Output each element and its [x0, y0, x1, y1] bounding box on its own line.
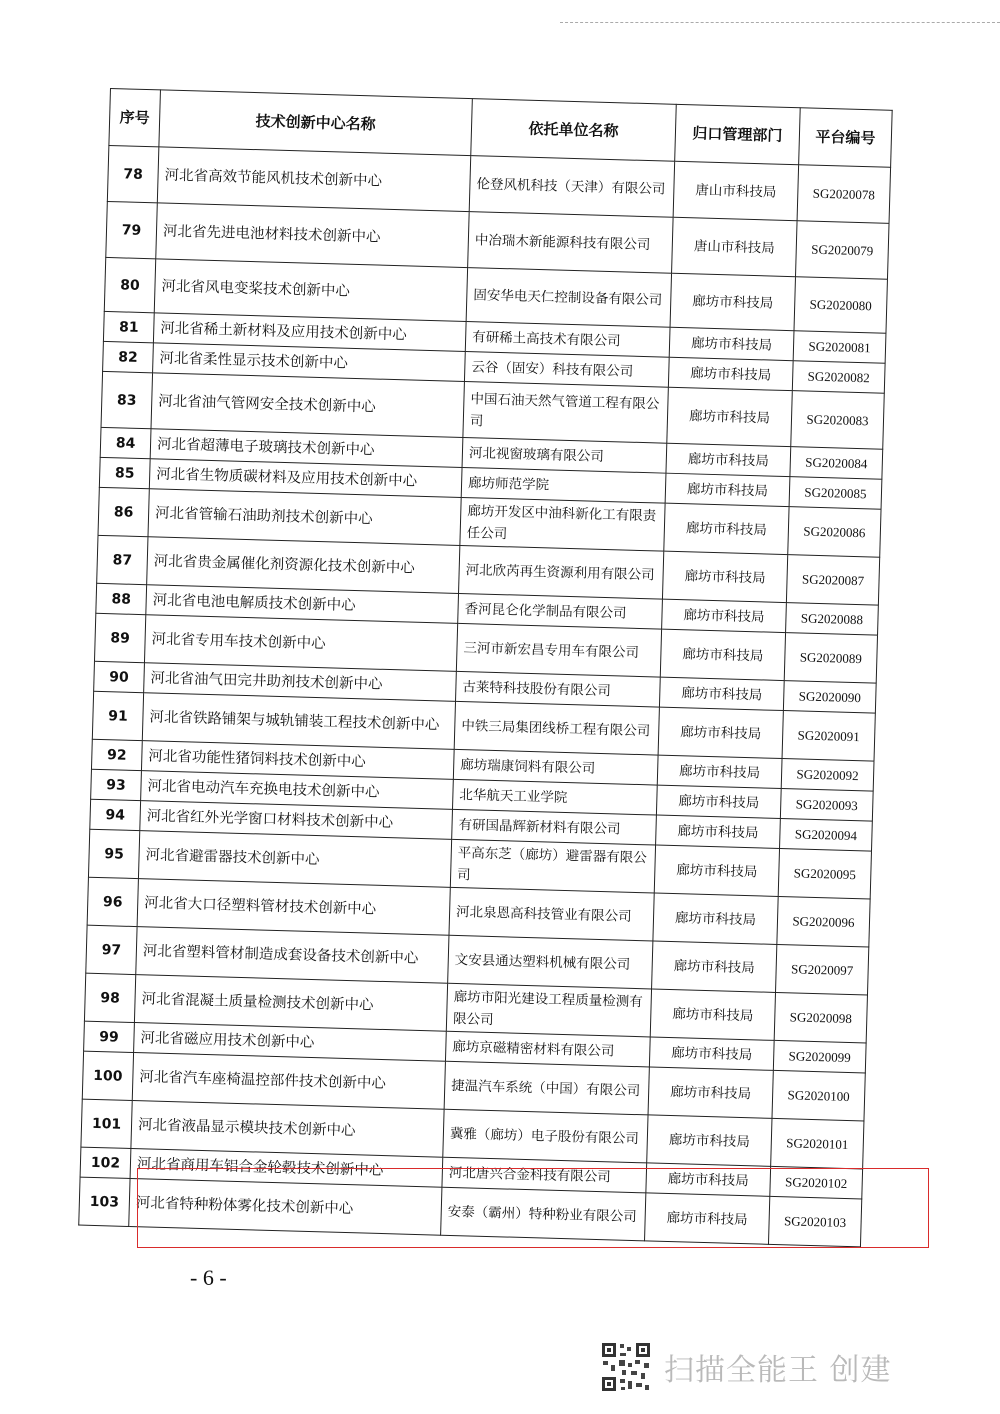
- cell-name: 河北省油气田完井助剂技术创新中心: [144, 663, 457, 702]
- cell-unit: 中冶瑞木新能源科技有限公司: [468, 212, 673, 274]
- cell-code: SG2020088: [786, 603, 879, 636]
- cell-dept: 廊坊市科技局: [652, 941, 777, 992]
- cell-dept: 廊坊市科技局: [667, 387, 793, 446]
- page-number: - 6 -: [190, 1265, 227, 1290]
- cell-unit: 河北唐兴合金科技有限公司: [442, 1157, 647, 1193]
- cell-dept: 廊坊市科技局: [648, 1067, 773, 1118]
- qr-code-icon: [600, 1341, 652, 1393]
- cell-name: 河北省稀土新材料及应用技术创新中心: [153, 313, 466, 352]
- cell-unit: 廊坊开发区中油科新化工有限责任公司: [460, 497, 665, 551]
- highlight-box: [137, 1168, 929, 1248]
- cell-dept: 廊坊市科技局: [650, 989, 775, 1040]
- cell-code: SG2020102: [770, 1166, 863, 1199]
- brand-text: 扫描全能王 创建: [664, 1353, 892, 1388]
- cell-no: 83: [101, 371, 153, 428]
- cell-unit: 伦登风机科技（天津）有限公司: [469, 156, 674, 218]
- cell-dept: 唐山市科技局: [672, 217, 798, 276]
- cell-unit: 河北欣芮再生资源利用有限公司: [459, 545, 664, 599]
- cell-dept: 廊坊市科技局: [669, 327, 794, 360]
- cell-name: 河北省功能性猪饲料技术创新中心: [141, 741, 454, 780]
- cell-dept: 廊坊市科技局: [645, 1193, 770, 1244]
- cell-unit: 捷温汽车系统（中国）有限公司: [444, 1061, 649, 1115]
- cell-unit: 中国石油天然气管道工程有限公司: [463, 382, 668, 444]
- cell-code: SG2020080: [794, 277, 887, 334]
- cell-no: 84: [100, 427, 151, 458]
- cell-no: 85: [99, 457, 150, 488]
- cell-name: 河北省大口径塑料管材技术创新中心: [137, 879, 450, 936]
- cell-unit: 廊坊京磁精密材料有限公司: [445, 1031, 650, 1067]
- cell-unit: 三河市新宏昌专用车有限公司: [456, 623, 661, 677]
- cell-no: 80: [104, 257, 155, 312]
- cell-name: 河北省管输石油助剂技术创新中心: [148, 489, 461, 546]
- cell-code: SG2020084: [790, 447, 883, 480]
- cell-unit: 香河昆仑化学制品有限公司: [458, 593, 663, 629]
- cell-code: SG2020100: [772, 1070, 865, 1121]
- cell-name: 河北省避雷器技术创新中心: [138, 831, 451, 888]
- cell-unit: 云谷（固安）科技有限公司: [464, 352, 669, 388]
- cell-code: SG2020090: [783, 681, 876, 714]
- cell-code: SG2020087: [786, 555, 879, 606]
- cell-dept: 廊坊市科技局: [664, 503, 789, 554]
- header-dept: 归口管理部门: [675, 104, 801, 164]
- cell-dept: 廊坊市科技局: [646, 1163, 771, 1196]
- cell-name: 河北省磁应用技术创新中心: [134, 1023, 447, 1062]
- cell-name: 河北省先进电池材料技术创新中心: [156, 203, 469, 268]
- cell-unit: 北华航天工业学院: [452, 779, 657, 815]
- cell-name: 河北省生物质碳材料及应用技术创新中心: [149, 459, 462, 498]
- cell-no: 96: [87, 877, 138, 926]
- cell-name: 河北省高效节能风机技术创新中心: [157, 147, 470, 212]
- cell-no: 82: [103, 341, 154, 372]
- cell-dept: 廊坊市科技局: [654, 845, 779, 896]
- cell-no: 99: [84, 1021, 135, 1052]
- cell-code: SG2020093: [780, 789, 873, 822]
- cell-unit: 中铁三局集团线桥工程有限公司: [454, 701, 659, 755]
- cell-code: SG2020078: [797, 165, 891, 224]
- cell-unit: 冀雅（廊坊）电子股份有限公司: [443, 1109, 648, 1163]
- cell-dept: 廊坊市科技局: [658, 707, 783, 758]
- cell-no: 89: [94, 613, 145, 662]
- cell-code: SG2020095: [778, 848, 871, 899]
- cell-dept: 廊坊市科技局: [660, 629, 785, 680]
- cell-code: SG2020097: [776, 944, 869, 995]
- cell-no: 103: [79, 1177, 130, 1226]
- cell-dept: 廊坊市科技局: [647, 1115, 772, 1166]
- cell-dept: 廊坊市科技局: [649, 1037, 774, 1070]
- cell-name: 河北省电池电解质技术创新中心: [146, 585, 459, 624]
- cell-unit: 廊坊瑞康饲料有限公司: [453, 749, 658, 785]
- cell-no: 87: [97, 535, 148, 584]
- cell-dept: 廊坊市科技局: [670, 273, 795, 330]
- cell-dept: 廊坊市科技局: [657, 755, 782, 788]
- cell-unit: 古莱特科技股份有限公司: [456, 671, 661, 707]
- table-body: [79, 145, 891, 1246]
- cell-no: 94: [90, 799, 141, 830]
- cell-code: SG2020089: [784, 633, 877, 684]
- cell-code: SG2020101: [771, 1118, 864, 1169]
- cell-dept: 廊坊市科技局: [662, 599, 787, 632]
- cell-no: 88: [96, 583, 147, 614]
- cell-name: 河北省柔性显示技术创新中心: [153, 343, 466, 382]
- cell-unit: 平高东芝（廊坊）避雷器有限公司: [450, 839, 655, 893]
- cell-no: 98: [84, 973, 135, 1022]
- header-unit: 依托单位名称: [471, 99, 677, 162]
- cell-no: 102: [80, 1147, 131, 1178]
- cell-unit: 廊坊师范学院: [461, 467, 666, 503]
- cell-code: SG2020081: [793, 331, 886, 364]
- cell-dept: 廊坊市科技局: [668, 357, 793, 390]
- cell-dept: 廊坊市科技局: [665, 473, 790, 506]
- cell-name: 河北省油气管网安全技术创新中心: [151, 373, 464, 438]
- cell-no: 86: [98, 487, 149, 536]
- header-code: 平台编号: [799, 108, 893, 168]
- cell-dept: 廊坊市科技局: [653, 893, 778, 944]
- cell-unit: 河北泉恩高科技管业有限公司: [449, 887, 654, 941]
- innovation-center-table: [78, 88, 892, 1247]
- cell-code: SG2020085: [789, 477, 882, 510]
- cell-no: 100: [82, 1051, 133, 1100]
- cell-no: 92: [91, 739, 142, 770]
- cell-no: 97: [86, 925, 137, 974]
- cell-dept: 廊坊市科技局: [662, 551, 787, 602]
- cell-name: 河北省专用车技术创新中心: [144, 615, 457, 672]
- cell-unit: 文安县通达塑料机械有限公司: [448, 935, 653, 989]
- cell-dept: 廊坊市科技局: [656, 785, 781, 818]
- cell-code: SG2020083: [791, 391, 885, 450]
- cell-dept: 廊坊市科技局: [659, 677, 784, 710]
- cell-unit: 安泰（霸州）特种粉业有限公司: [441, 1187, 646, 1241]
- cell-code: SG2020082: [792, 361, 885, 394]
- cell-unit: 有研国晶辉新材料有限公司: [452, 809, 657, 845]
- cell-code: SG2020092: [781, 759, 874, 792]
- cell-unit: 固安华电天仁控制设备有限公司: [466, 268, 671, 328]
- cell-code: SG2020098: [774, 992, 867, 1043]
- cell-name: 河北省贵金属催化剂资源化技术创新中心: [147, 537, 460, 594]
- cell-unit: 有研稀土高技术有限公司: [465, 322, 670, 358]
- cell-no: 81: [103, 311, 154, 342]
- cell-no: 79: [106, 201, 158, 258]
- document-sheet: [78, 88, 892, 1247]
- cell-name: 河北省混凝土质量检测技术创新中心: [134, 975, 447, 1032]
- cell-unit: 廊坊市阳光建设工程质量检测有限公司: [446, 983, 651, 1037]
- scanner-watermark: [600, 1336, 892, 1398]
- cell-name: 河北省液晶显示模块技术创新中心: [131, 1101, 444, 1158]
- cell-dept: 廊坊市科技局: [656, 815, 781, 848]
- cell-name: 河北省汽车座椅温控部件技术创新中心: [132, 1053, 445, 1110]
- cell-no: 90: [94, 661, 145, 692]
- cell-name: 河北省电动汽车充换电技术创新中心: [141, 771, 454, 810]
- cell-code: SG2020094: [780, 819, 873, 852]
- header-name: 技术创新中心名称: [159, 90, 472, 156]
- cell-dept: 廊坊市科技局: [666, 443, 791, 476]
- cell-no: 101: [81, 1099, 132, 1148]
- cell-no: 78: [107, 145, 159, 202]
- cell-code: SG2020096: [777, 896, 870, 947]
- top-edge-line: [560, 0, 1000, 23]
- cell-no: 95: [88, 829, 139, 878]
- cell-no: 93: [91, 769, 142, 800]
- cell-name: 河北省特种粉体雾化技术创新中心: [129, 1178, 442, 1235]
- cell-unit: 河北视窗玻璃有限公司: [462, 437, 667, 473]
- cell-name: 河北省红外光学窗口材料技术创新中心: [140, 801, 453, 840]
- cell-no: 91: [92, 691, 143, 740]
- cell-code: SG2020091: [782, 711, 875, 762]
- cell-name: 河北省塑料管材制造成套设备技术创新中心: [136, 927, 449, 984]
- cell-code: SG2020103: [768, 1196, 861, 1247]
- cell-code: SG2020086: [788, 507, 881, 558]
- header-no: 序号: [109, 89, 161, 147]
- cell-name: 河北省铁路铺架与城轨铺装工程技术创新中心: [142, 693, 455, 750]
- cell-name: 河北省超薄电子玻璃技术创新中心: [150, 429, 463, 468]
- cell-code: SG2020099: [773, 1040, 866, 1073]
- cell-code: SG2020079: [795, 221, 889, 280]
- cell-name: 河北省商用车铝合金轮毂技术创新中心: [130, 1148, 443, 1187]
- cell-name: 河北省风电变桨技术创新中心: [154, 259, 467, 322]
- cell-dept: 唐山市科技局: [673, 161, 799, 220]
